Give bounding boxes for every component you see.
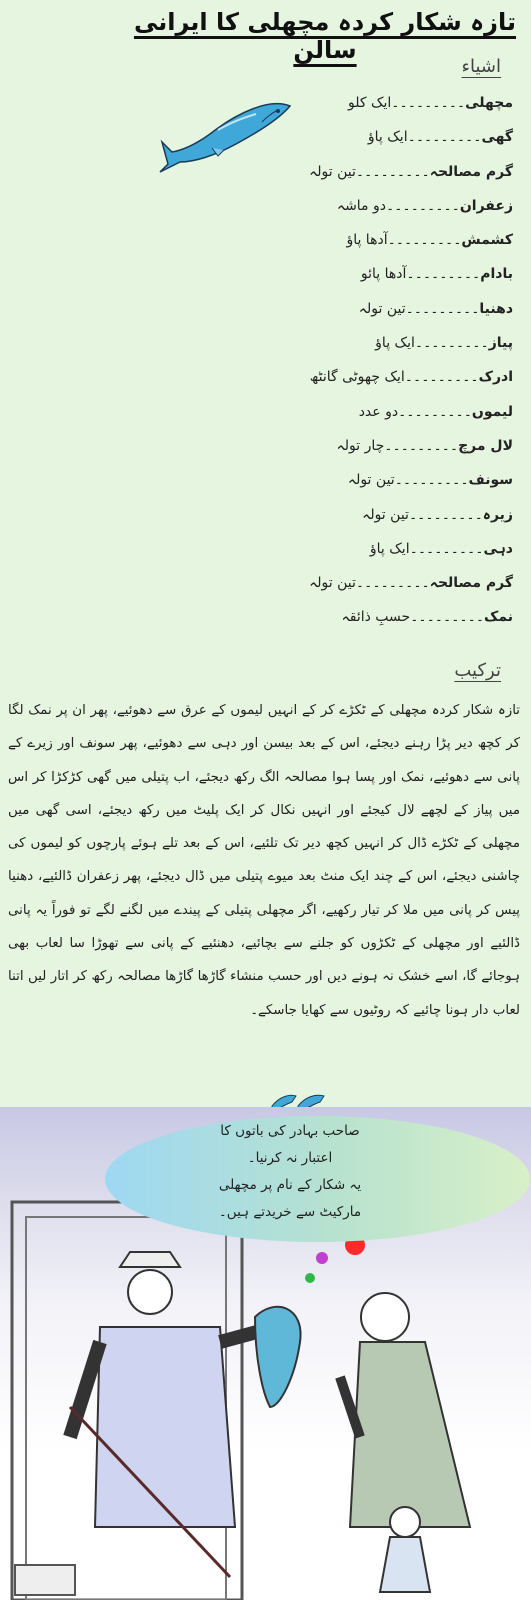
ingredient-name: زیرہ <box>482 506 513 523</box>
ingredient-separator: ۔۔۔۔۔۔۔۔۔ <box>410 609 485 626</box>
bubble-line: مارکیٹ سے خریدتے ہیں۔ <box>218 1204 362 1220</box>
ingredient-name: لال مرچ <box>458 437 513 454</box>
ingredient-name: ادرک <box>478 369 513 386</box>
ingredient-quantity: آدھا پاؤ <box>346 232 388 249</box>
ingredient-separator: ۔۔۔۔۔۔۔۔۔ <box>384 437 459 454</box>
ingredient-quantity: تین تولہ <box>347 472 395 489</box>
bubble-line: صاحب بہادر کی باتوں کا <box>220 1123 360 1139</box>
ingredient-quantity: حسبِ ذائقہ <box>341 609 411 626</box>
ingredient-row <box>173 600 513 634</box>
ingredient-quantity: چار تولہ <box>336 437 385 454</box>
ingredient-row <box>173 395 513 429</box>
ingredient-quantity: دو ماشہ <box>336 197 387 214</box>
bubble-line: اعتبار نہ کرنیا۔ <box>247 1150 333 1166</box>
ingredient-quantity: تین تولہ <box>358 300 406 317</box>
ingredient-separator: ۔۔۔۔۔۔۔۔۔ <box>408 506 483 523</box>
ingredients-heading: اشیاء <box>461 56 501 77</box>
ingredient-row <box>173 223 513 257</box>
ingredient-quantity: تین تولہ <box>309 163 356 180</box>
ingredient-separator: ۔۔۔۔۔۔۔۔۔ <box>404 369 479 386</box>
ingredient-quantity: ایک پاؤ <box>369 540 410 557</box>
page-title: تازہ شکار کردہ مچھلی کا ایرانی سالن <box>133 8 517 64</box>
method-heading: ترکیب <box>454 660 501 681</box>
ingredient-row <box>173 189 513 223</box>
ingredient-separator: ۔۔۔۔۔۔۔۔۔ <box>355 163 430 180</box>
ingredient-name: کشمش <box>461 232 513 249</box>
bubble-line: یہ شکار کے نام پر مچھلی <box>218 1177 362 1193</box>
ingredient-separator: ۔۔۔۔۔۔۔۔۔ <box>405 300 480 317</box>
ingredient-quantity: ایک پاؤ <box>375 335 415 352</box>
ingredient-quantity: تین تولہ <box>362 506 409 523</box>
ingredient-separator: ۔۔۔۔۔۔۔۔۔ <box>414 335 489 352</box>
speech-bubble-text <box>130 1118 450 1226</box>
ingredient-name: دھنیا <box>479 300 513 317</box>
ingredient-name: گرم مصالحہ <box>429 163 513 180</box>
ingredient-name: گرم مصالحہ <box>429 575 513 592</box>
ingredient-row <box>173 155 513 189</box>
ingredient-row <box>173 292 513 326</box>
ingredient-separator: ۔۔۔۔۔۔۔۔۔ <box>407 129 482 146</box>
ingredient-name: بادام <box>480 266 513 283</box>
ingredient-quantity: دو عدد <box>358 403 399 420</box>
ingredient-quantity: تین تولہ <box>309 575 356 592</box>
ingredient-separator: ۔۔۔۔۔۔۔۔۔ <box>406 266 481 283</box>
ingredient-row <box>173 326 513 360</box>
ingredient-row <box>173 257 513 291</box>
ingredients-list <box>173 86 513 635</box>
ingredient-row <box>173 120 513 154</box>
ingredient-name: زعفران <box>459 197 513 214</box>
ingredient-row <box>173 360 513 394</box>
ingredient-row <box>173 498 513 532</box>
ingredient-row <box>173 429 513 463</box>
ingredient-separator: ۔۔۔۔۔۔۔۔۔ <box>398 403 472 420</box>
ingredient-separator: ۔۔۔۔۔۔۔۔۔ <box>387 232 462 249</box>
ingredient-name: پیاز <box>488 335 513 352</box>
ingredient-separator: ۔۔۔۔۔۔۔۔۔ <box>409 540 484 557</box>
ingredient-name: دہی <box>483 540 513 557</box>
ingredient-separator: ۔۔۔۔۔۔۔۔۔ <box>355 575 430 592</box>
ingredient-name: مچھلی <box>465 95 513 111</box>
ingredient-name: نمک <box>484 609 513 626</box>
ingredient-quantity: ایک چھوٹی گانٹھ <box>309 369 405 386</box>
ingredient-row <box>173 566 513 600</box>
ingredient-quantity: آدھا پائو <box>360 266 407 283</box>
ingredient-separator: ۔۔۔۔۔۔۔۔۔ <box>386 197 460 214</box>
ingredient-row <box>173 86 513 120</box>
ingredient-name: لیموں <box>471 403 513 420</box>
ingredient-name: سونف <box>468 472 513 489</box>
ingredient-name: گھی <box>481 129 513 146</box>
ingredient-row <box>173 463 513 497</box>
ingredient-row <box>173 532 513 566</box>
ingredient-separator: ۔۔۔۔۔۔۔۔۔ <box>394 472 469 489</box>
ingredient-quantity: ایک کلو <box>347 95 392 111</box>
method-text: تازہ شکار کردہ مچھلی کے ٹکڑے کر کے انہیں لیموں کے عرق سے دھوئیے، پھر ان پر نمک لگا کر کچھ دیر پڑا رہنے دیجئے، اس کے بعد بیسن اور دہی سے دھوئیے، پھر سونف اور زیرے کے پانی سے دھوئیے، نمک اور پسا ہوا مصالحہ الگ رکھ دیجئے، اب پتیلی میں گھی کڑکڑا کر اس میں پیاز کے لچھے لال کیجئے اور انہیں نکال کر ایک پلیٹ میں رکھ دیجئے، اسی گھی میں مچھلی کے ٹکڑے ڈال کر انہیں کچھ دیر تک تلئیے، اس کے بعد تلے ہوئے پارچوں کو لیموں کی چاشنی دیجئے، اس کے چند ایک منٹ بعد میوے پتیلی میں ڈال دیجئے، پھر زعفران ڈالئیے، دھنیا پیس کر پانی میں ملا کر تیار رکھیے، اگر مچھلی پتیلی کے پیندے میں لگنے لگے تو فوراً یہ پانی ڈالئیے اور مچھلی کے ٹکڑوں کو جلنے سے بچائیے، دھنئیے کے پانی سے تھوڑا سا لعاب بھی ہوجائے گا، اسے خشک نہ ہونے دیں اور حسب منشاء گاڑھا گاڑھا مصالحہ رکھ کر اتار لیں اتنا لعاب دار ہونا چائیے کہ روٹیوں سے کھایا جاسکے۔ <box>8 703 520 1018</box>
ingredient-quantity: ایک پاؤ <box>367 129 408 146</box>
ingredient-separator: ۔۔۔۔۔۔۔۔۔ <box>391 95 466 111</box>
